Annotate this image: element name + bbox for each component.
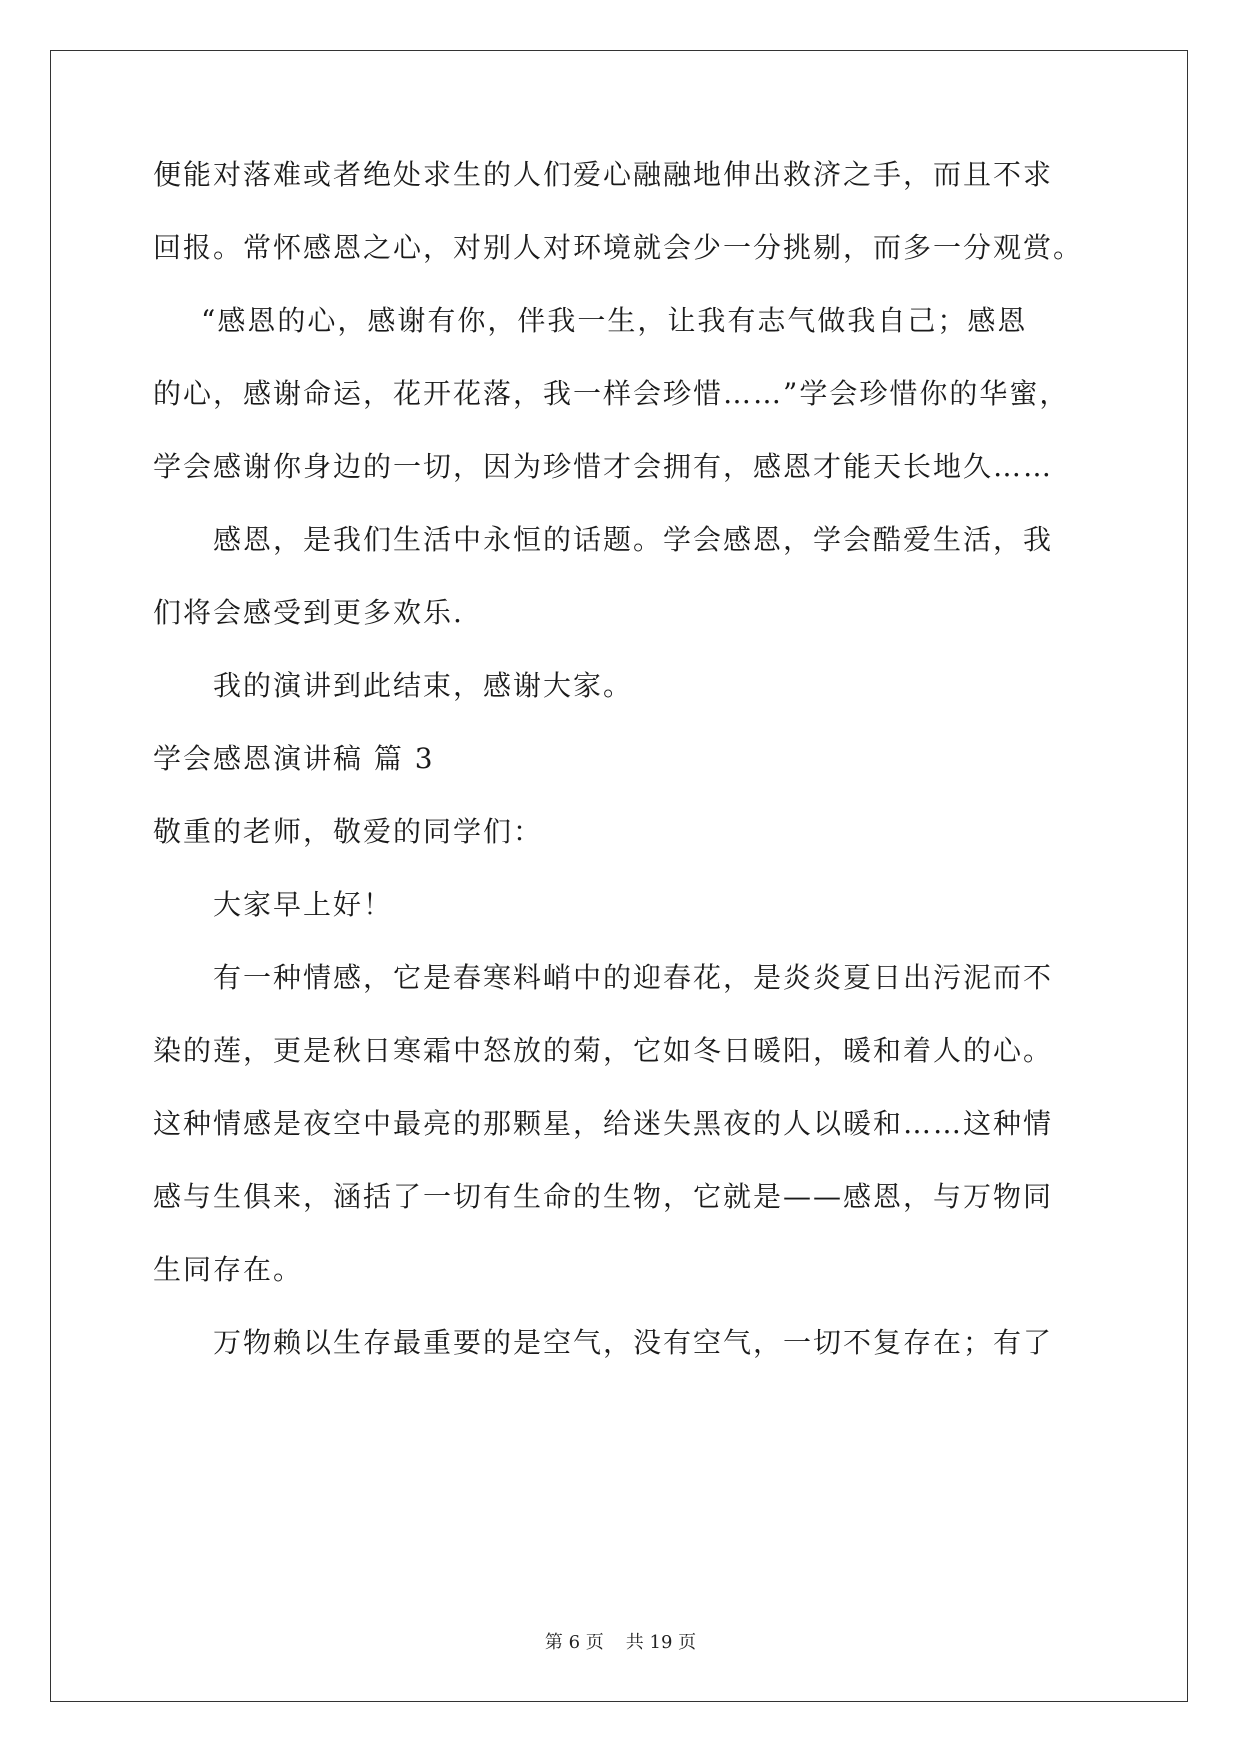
greeting: 大家早上好！ bbox=[213, 888, 394, 921]
paragraph-line: 有一种情感，它是春寒料峭中的迎春花，是炎炎夏日出污泥而不 bbox=[213, 961, 1054, 994]
paragraph-line: 我的演讲到此结束，感谢大家。 bbox=[213, 669, 634, 702]
paragraph-line: 生同存在。 bbox=[153, 1253, 304, 1286]
paragraph-line: 们将会感受到更多欢乐. bbox=[153, 596, 464, 629]
paragraph-line: 这种情感是夜空中最亮的那颗星，给迷失黑夜的人以暖和……这种情 bbox=[153, 1107, 1054, 1140]
page-total: 共 19 页 bbox=[625, 1632, 697, 1653]
paragraph-line: 染的莲，更是秋日寒霜中怒放的菊，它如冬日暖阳，暖和着人的心。 bbox=[153, 1034, 1054, 1067]
paragraph-line: 万物赖以生存最重要的是空气，没有空气，一切不复存在；有了 bbox=[213, 1326, 1054, 1359]
paragraph-line: 感与生俱来，涵括了一切有生命的生物，它就是——感恩，与万物同 bbox=[153, 1180, 1054, 1213]
page-number: 第 6 页 bbox=[544, 1632, 604, 1653]
paragraph-line: 学会感谢你身边的一切，因为珍惜才会拥有，感恩才能天长地久…… bbox=[153, 450, 1054, 483]
paragraph-line: 感恩，是我们生活中永恒的话题。学会感恩，学会酷爱生活，我 bbox=[213, 523, 1054, 556]
document-body bbox=[153, 160, 1093, 1401]
section-heading: 学会感恩演讲稿 篇 3 bbox=[153, 742, 435, 775]
paragraph-line: 便能对落难或者绝处求生的人们爱心融融地伸出救济之手，而且不求 bbox=[153, 158, 1054, 191]
paragraph-line: “感恩的心，感谢有你，伴我一生，让我有志气做我自己；感恩 bbox=[201, 304, 1028, 337]
paragraph-line: 回报。常怀感恩之心，对别人对环境就会少一分挑剔，而多一分观赏。 bbox=[153, 231, 1084, 264]
paragraph-line: 的心，感谢命运，花开花落，我一样会珍惜……”学会珍惜你的华蜜， bbox=[153, 377, 1070, 410]
page-footer bbox=[0, 1632, 1241, 1654]
salutation: 敬重的老师，敬爱的同学们： bbox=[153, 815, 544, 848]
